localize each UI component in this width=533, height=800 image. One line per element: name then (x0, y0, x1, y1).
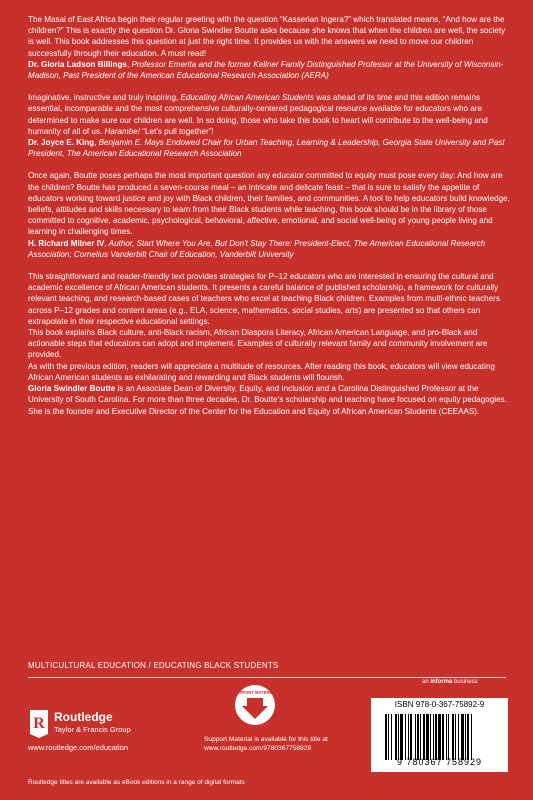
publisher-group: Taylor & Francis Group (54, 725, 131, 734)
barcode-bar (426, 714, 429, 760)
endorser-name: Dr. Joyce E. King (28, 138, 95, 148)
barcode-bar (467, 714, 469, 760)
barcode-bar (417, 714, 419, 760)
endorser-name: H. Richard Milner IV (28, 238, 105, 248)
barcode-bar (458, 714, 459, 760)
endorsement-2 (28, 92, 510, 159)
barcode-bar (408, 714, 409, 760)
description-paragraph-2: This book explains Black culture, anti-Black racism, African Diaspora Literacy, African American Language, and pro-Black and actionable steps that educators can adopt and implement. Examples of culturally relevant family and community involvement are provided. (28, 328, 488, 360)
routledge-logo (28, 708, 148, 740)
subject-category: MULTICULTURAL EDUCATION / EDUCATING BLACK STUDENTS (28, 661, 279, 670)
barcode-bar (442, 714, 444, 760)
barcode-bar (423, 714, 425, 760)
svg-text:R: R (33, 715, 45, 732)
barcode-bar (461, 714, 464, 760)
endorsement-attribution: Dr. Gloria Ladson Billings, Professor Emerita and the former Kellner Family Distinguished Professor at the University of Wisconsin-Madison, Past President of the American Educational Research Association (AERA) (28, 59, 504, 81)
barcode-bar (435, 714, 437, 760)
endorsement-quote: The Masai of East Africa begin their regular greeting with the question “Kasserian Ingera?” which translated means, “And how are the children?” This is exactly the question Dr. Gloria Swindler Boutte asks because she knows that when the children are well, the society is well. This book addresses this question at just the right time. It provides us with the answers we need to move our children successfully through their education. A must read! (28, 15, 506, 58)
barcode-digits: 9 780367 758929 (396, 757, 483, 767)
barcode-bar (398, 714, 399, 760)
barcode-bar (465, 714, 466, 760)
endorsement-3 (28, 170, 510, 260)
barcode-bar (446, 714, 447, 760)
barcode-bar (385, 714, 387, 760)
author-bio: Gloria Swindler Boutte is an Associate Dean of Diversity, Equity, and Inclusion and a Carolina Distinguished Professor at the University of South Carolina. For more than three decades, Dr. Boutte's scholarship and teaching have focused on equity pedagogies. She is the founder and Executive Director of the Center for the Education and Equity of African American Students (CEEAAS). (28, 384, 507, 416)
isbn-barcode (371, 698, 508, 772)
barcode-bars (385, 714, 503, 760)
barcode-bar (452, 714, 454, 760)
routledge-r-icon (28, 708, 50, 738)
back-cover-text (28, 14, 510, 417)
support-note: Support Material is available for this title at www.routledge.com/9780367758929 (204, 736, 328, 752)
barcode-bar (405, 714, 406, 760)
support-material-icon (234, 684, 276, 726)
endorsement-1 (28, 14, 510, 81)
isbn-label: ISBN 978-0-367-75892-9 (394, 700, 485, 709)
endorser-title: Benjamin E. Mays Endowed Chair for Urban Teaching, Learning & Leadership, Georgia State University and Past President, The American Educational Research Association (28, 138, 505, 159)
barcode-bar (471, 714, 472, 760)
description-paragraph-3: As with the previous edition, readers will appreciate a multitude of resources. After reading this book, educators will view educating African American students as exhilarating and rewarding and Black students will flourish. (28, 361, 495, 382)
barcode-bar (448, 714, 449, 760)
barcode-bar (395, 714, 397, 760)
barcode-bar (420, 714, 421, 760)
support-badge-label: SUPPORT MATERIAL (234, 690, 276, 695)
support-url: www.routledge.com/9780367758929 (204, 745, 312, 752)
endorsement-quote: Once again, Boutte poses perhaps the most important question any educator committed to equity must pose every day: And how are the children? Boutte has produced a seven-course meal – an intricate and delicate feast – that is sure to satisfy the appetite of educators working toward justice and joy with Black children, their families, and communities. A tool to help educators build knowledge, beliefs, attitudes and skills necessary to learn from their Black students while teaching, this book should be in the library of those committed to cognitive, academic, psychological, behavioral, affective, emotional, and social well-being of young people living and learning in challenging times. (28, 171, 510, 237)
informa-tagline: an informa business (422, 679, 478, 685)
barcode-bar (388, 714, 389, 760)
barcode-bar (430, 714, 431, 760)
barcode-bar (400, 714, 403, 760)
ebook-note: Routledge titles are available as eBook editions in a range of digital formats (28, 779, 245, 786)
endorsement-quote: Imaginative, instructive and truly inspiring, Educating African American Students was ahead of its time and this edition remains essential, incomparable and the most comprehensive culturally-centered pedagogical resource available for educators who are determined to make sure our children are well. In so doing, those who take this book to heart will contribute to the well-being and humanity of all of us. Harambe! “Let’s pull together”! (28, 93, 488, 136)
description-paragraph-1: This straightforward and reader-friendly text provides strategies for P–12 educators who are interested in ensuring the cultural and academic excellence of African American students. It presents a careful balance of published scholarship, a framework for culturally relevant teaching, and research-based cases of teachers who excel at teaching Black children. Examples from multi-ethnic teachers across P–12 grades and content areas (e.g., ELA, science, mathematics, social studies, arts) are presented so that others can extrapolate in their respective educational settings. (28, 272, 500, 326)
endorser-name: Dr. Gloria Ladson Billings (28, 59, 127, 69)
publisher-name: Routledge (54, 710, 113, 724)
author-name: Gloria Swindler Boutte (28, 384, 116, 394)
barcode-bar (410, 714, 412, 760)
endorsement-attribution: Dr. Joyce E. King, Benjamin E. Mays Endowed Chair for Urban Teaching, Learning & Leadership, Georgia State University and Past President, The American Educational Research Association (28, 138, 505, 159)
barcode-bar (391, 714, 392, 760)
endorser-title: President-Elect, The American Educational Research Association; Cornelius Vanderbilt Chair of Education, Vanderbilt University (28, 238, 486, 259)
barcode-bar (438, 714, 441, 760)
barcode-bar (455, 714, 456, 760)
barcode-bar (415, 714, 416, 760)
barcode-bar (433, 714, 434, 760)
publisher-website: www.routledge.com/education (28, 743, 129, 752)
divider (28, 677, 506, 678)
book-title: Educating African American Students (180, 93, 314, 103)
endorser-title: Professor Emerita and the former Kellner Family Distinguished Professor at the University of Wisconsin-Madison, Past President of the American Educational Research Association (AERA) (28, 59, 504, 81)
endorsement-attribution: H. Richard Milner IV, Author, Start Where You Are, But Don't Stay There: President-Elect, The American Educational Research Association; Cornelius Vanderbilt Chair of Education, Vanderbilt University (28, 238, 486, 259)
